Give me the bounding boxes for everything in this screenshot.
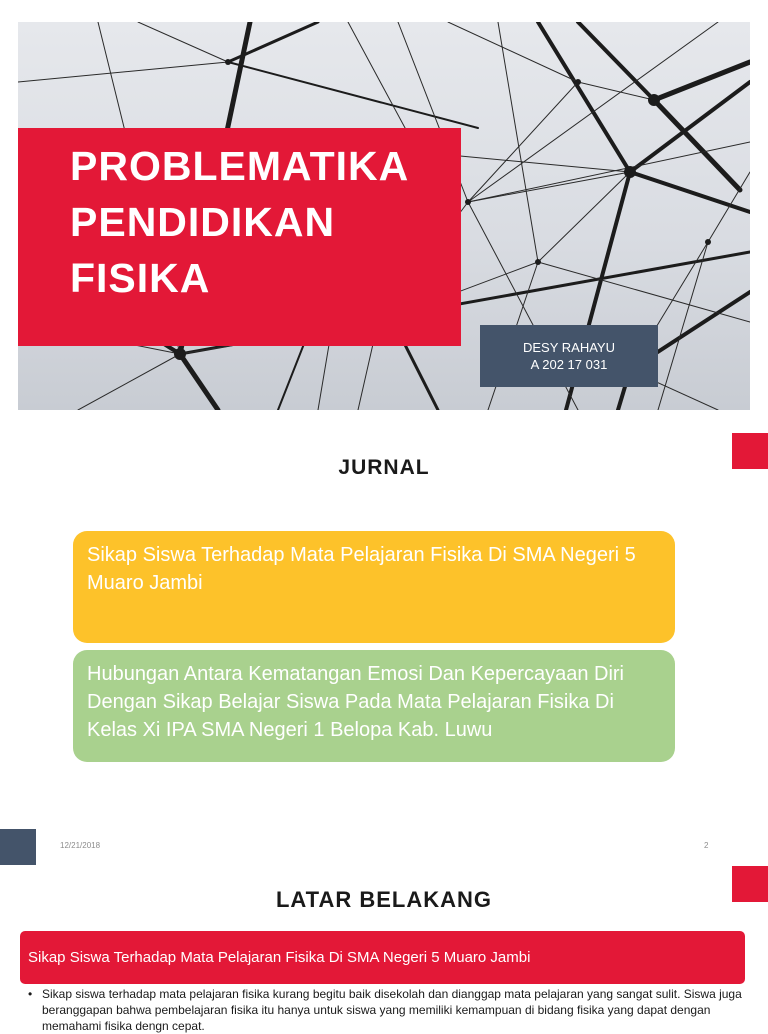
presentation-title: PROBLEMATIKA PENDIDIKAN FISIKA xyxy=(70,143,410,301)
author-name: DESY RAHAYU xyxy=(523,340,615,355)
slide-heading-latar-belakang: LATAR BELAKANG xyxy=(275,887,493,912)
title-slide-background xyxy=(18,22,750,410)
journal-title-2: Hubungan Antara Kematangan Emosi Dan Kepercayaan Diri Dengan Sikap Belajar Siswa Pada Mata Pelajaran Fisika Di Kelas Xi IPA SMA Negeri 1 Belopa Kab. Luwu xyxy=(87,663,624,741)
decorative-navy-square xyxy=(0,829,36,865)
slide-heading-jurnal: JURNAL xyxy=(338,456,430,479)
slide-date: 12/21/2018 xyxy=(60,841,101,850)
topic-bar xyxy=(20,931,745,984)
journal-card-1 xyxy=(73,531,675,643)
author-box xyxy=(480,325,658,387)
bullet-text: Sikap siswa terhadap mata pelajaran fisika kurang begitu baik disekolah dan dianggap mata pelajaran yang sangat sulit. Siswa juga beranggapan bahwa pembelajaran fisika itu hanya untuk siswa yang memiliki kemampuan di bidang fisika yang dapat dengan memahami fisika dengn cepat. xyxy=(42,987,742,1033)
author-id: A 202 17 031 xyxy=(530,357,608,372)
slide-page-number: 2 xyxy=(704,841,709,850)
bullet-dot-icon: • xyxy=(28,987,33,1001)
bullet-paragraph xyxy=(28,986,742,1034)
topic-bar-text: Sikap Siswa Terhadap Mata Pelajaran Fisika Di SMA Negeri 5 Muaro Jambi xyxy=(28,949,531,966)
journal-title-1: Sikap Siswa Terhadap Mata Pelajaran Fisika Di SMA Negeri 5 Muaro Jambi xyxy=(87,544,636,594)
journal-card-2 xyxy=(73,650,675,762)
